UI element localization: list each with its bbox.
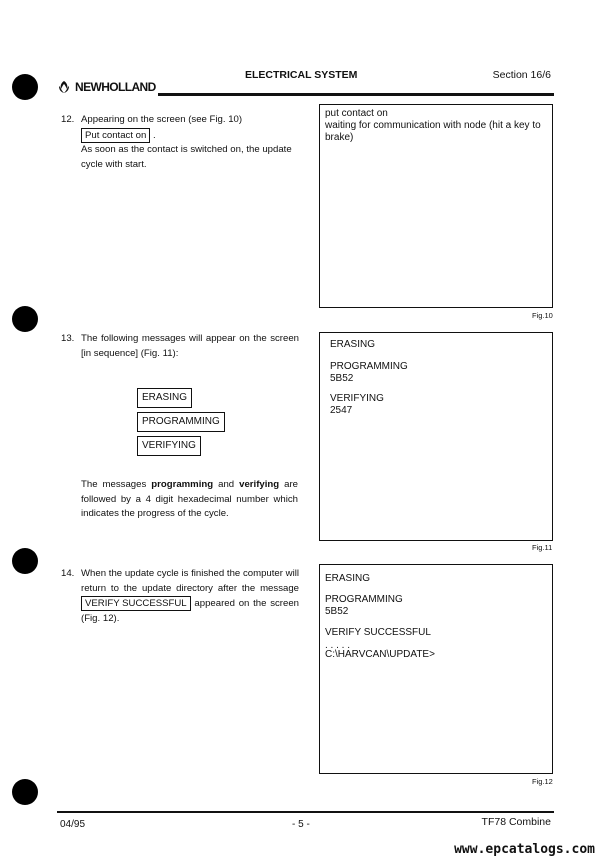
note-text: and — [213, 479, 240, 490]
message-box: Put contact on — [81, 128, 150, 143]
step-punctuation: . — [153, 129, 156, 141]
figure-label: Fig.10 — [532, 311, 553, 320]
figure-12-screen — [319, 564, 553, 774]
screen-line: 5B52 — [325, 606, 349, 617]
screen-line: put contact on — [325, 108, 388, 119]
message-box-programming: PROGRAMMING — [137, 412, 225, 432]
screen-line: C:\HARVCAN\UPDATE> — [325, 649, 435, 660]
footer-divider — [57, 811, 554, 813]
screen-line: . . . . . — [325, 640, 351, 651]
binder-hole — [12, 548, 38, 574]
step-intro: Appearing on the screen (see Fig. 10) — [81, 114, 243, 125]
screen-line: PROGRAMMING — [330, 361, 408, 372]
screen-line: VERIFY SUCCESSFUL — [325, 627, 431, 638]
note-bold: programming — [151, 479, 214, 490]
step-text: The following messages will appear on the screen [in sequence] (Fig. 11): — [81, 333, 299, 359]
leaf-logo-icon — [57, 80, 71, 94]
message-box-verifying: VERIFYING — [137, 436, 201, 456]
brand-logo — [57, 80, 156, 94]
step-number: 14. — [61, 568, 75, 579]
figure-10-screen — [319, 104, 553, 308]
step-text: As soon as the contact is switched on, the update cycle with start. — [81, 144, 292, 170]
screen-line: 2547 — [330, 405, 353, 416]
watermark: www.epcatalogs.com — [454, 842, 595, 857]
step-14 — [61, 567, 299, 626]
step-text: appeared on the screen (Fig. 12). — [81, 598, 299, 624]
figure-label: Fig.11 — [532, 543, 553, 552]
section-number: Section 16/6 — [492, 69, 551, 81]
step-13 — [61, 332, 299, 361]
header-divider — [158, 93, 554, 96]
note-text: The messages — [81, 479, 152, 490]
step-number: 12. — [61, 114, 75, 125]
screen-line: ERASING — [325, 573, 371, 584]
page-number: - 5 - — [292, 819, 310, 830]
figure-label: Fig.12 — [532, 777, 553, 786]
step-text: When the update cycle is finished the computer will return to the update directory after the message — [81, 568, 299, 594]
page-title: ELECTRICAL SYSTEM — [245, 69, 358, 81]
step-number: 13. — [61, 333, 75, 344]
note-text: are followed by a 4 digit hexadecimal number which indicates the progress of the cycle. — [81, 479, 298, 519]
binder-hole — [12, 74, 38, 100]
figure-11-screen — [319, 332, 553, 541]
message-box: VERIFY SUCCESSFUL — [81, 596, 191, 611]
binder-hole — [12, 779, 38, 805]
footer-date: 04/95 — [60, 819, 86, 830]
screen-line: VERIFYING — [330, 393, 384, 404]
message-box-erasing: ERASING — [137, 388, 192, 408]
brand-name: NEWHOLLAND — [75, 80, 156, 94]
screen-line: waiting for communication with node (hit a key to brake) — [325, 120, 541, 143]
step-13-note — [81, 478, 298, 522]
footer-model: TF78 Combine — [481, 816, 551, 828]
step-12 — [61, 113, 299, 172]
screen-line: ERASING — [330, 339, 376, 350]
screen-line: 5B52 — [330, 373, 354, 384]
screen-line: PROGRAMMING — [325, 594, 403, 605]
note-bold: verifying — [239, 479, 280, 490]
binder-hole — [12, 306, 38, 332]
